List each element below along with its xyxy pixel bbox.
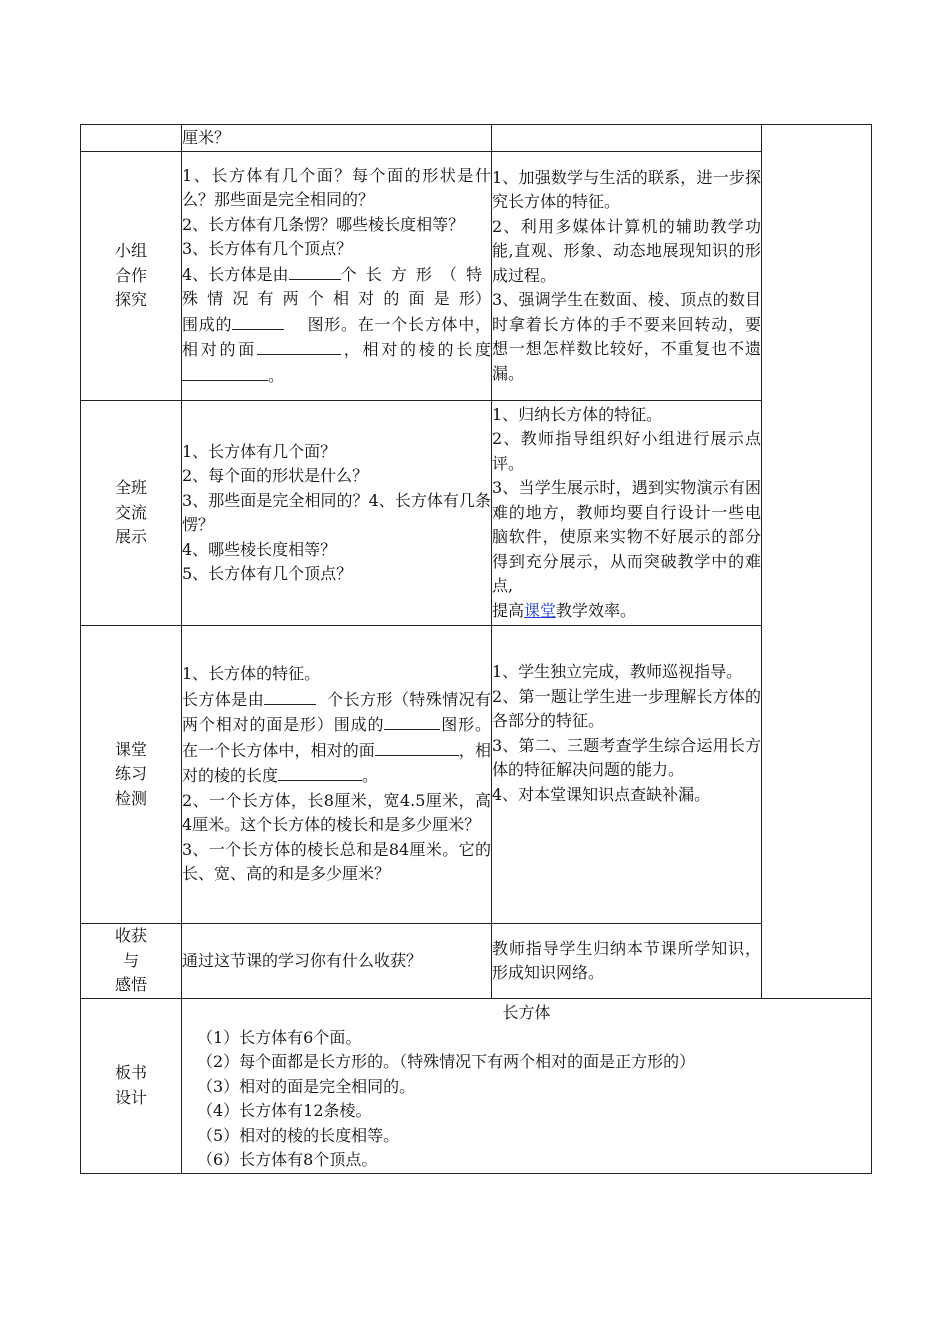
activity-practice: 1、长方体的特征。 长方体是由 个长方形（特殊情况有两个相对的面是形）围成的 图形。在一个长方体中，相对的面 ，相对的棱的长度 。 2、一个长方体，长8厘米，宽4.5厘米，高4厘米。这个长方体的棱长和是多少厘米？ 3、一个长方体的棱长总和是84厘米。它的长、宽、高的和是多少厘米？ [182, 626, 492, 924]
board-line: （6）长方体有8个顶点。 [197, 1150, 378, 1169]
stage-label-board: 板书 设计 [81, 999, 182, 1174]
fill-blank [289, 262, 341, 280]
intent-group-explore: 1、加强数学与生活的联系，进一步探究长方体的特征。 2、利用多媒体计算机的辅助教学功能,直观、形象、动态地展现知识的形成过程。 3、强调学生在数面、棱、顶点的数目时拿着长方体的手不要来回转动，要想一想怎样数比较好，不重复也不遗漏。 [492, 152, 762, 401]
board-design-content [182, 999, 872, 1174]
question-2: 2、长方体有几条愣？哪些棱长度相等？ [182, 214, 465, 234]
lesson-plan-table [80, 124, 872, 1174]
practice-fill-in: 长方体是由 个长方形（特殊情况有两个相对的面是形）围成的 图形。在一个长方体中，相对的面 ，相对的棱的长度 。 [182, 687, 491, 789]
board-line: （5）相对的棱的长度相等。 [197, 1125, 400, 1145]
question-1: 1、长方体有几个面？每个面的形状是什么？那些面是完全相同的？ [182, 165, 491, 210]
classroom-link[interactable]: 课堂 [524, 600, 557, 620]
board-line: （3）相对的面是完全相同的。 [197, 1076, 416, 1096]
stage-label-class-share: 全班 交流 展示 [81, 401, 182, 626]
board-line: （4）长方体有12条棱。 [197, 1101, 372, 1120]
fill-blank [278, 763, 362, 781]
practice-question-2: 2、一个长方体，长8厘米，宽4.5厘米，高4厘米。这个长方体的棱长和是多少厘米？ [182, 790, 491, 835]
fill-blank [375, 738, 459, 756]
fill-blank [264, 687, 316, 705]
activity-cell: 厘米？ [182, 125, 492, 152]
board-line: （1）长方体有6个面。 [197, 1027, 362, 1047]
fill-blank [182, 363, 268, 381]
fill-blank [232, 312, 284, 330]
board-line: （2）每个面都是长方形的。（特殊情况下有两个相对的面是正方形的） [197, 1052, 696, 1071]
stage-label-practice: 课堂 练习 检测 [81, 626, 182, 924]
table-row-board-design [81, 999, 872, 1174]
intent-class-share: 1、归纳长方体的特征。 2、教师指导组织好小组进行展示点评。 3、当学生展示时，遇到实物演示有困难的地方，教师均要自行设计一些电脑软件，使原来实物不好展示的部分得到充分展示，从而突破教学中的难点, 提高课堂教学效率。 [492, 401, 762, 626]
practice-question-3: 3、一个长方体的棱长总和是84厘米。它的长、宽、高的和是多少厘米？ [182, 839, 491, 884]
stage-label-group-explore: 小组 合作 探究 [81, 152, 182, 401]
board-title: 长方体 [502, 1003, 551, 1022]
intent-harvest: 教师指导学生归纳本节课所学知识，形成知识网络。 [492, 924, 762, 999]
fill-blank [257, 337, 341, 355]
fill-blank [384, 712, 440, 730]
activity-harvest: 通过这节课的学习你有什么收获？ [182, 924, 492, 999]
table-row-class-share [81, 401, 872, 626]
intent-cell-empty [492, 125, 762, 152]
table-row-practice [81, 626, 872, 924]
stage-label-harvest: 收获 与 感悟 [81, 924, 182, 999]
activity-class-share: 1、长方体有几个面？ 2、每个面的形状是什么？ 3、那些面是完全相同的？4、长方体有几条愣？ 4、哪些棱长度相等？ 5、长方体有几个顶点？ [182, 401, 492, 626]
table-row-group-explore [81, 152, 872, 401]
intent-practice: 1、学生独立完成，教师巡视指导。 2、第一题让学生进一步理解长方体的各部分的特征。 3、第二、三题考查学生综合运用长方体的特征解决问题的能力。 4、对本堂课知识点查缺补漏。 [492, 626, 762, 924]
question-4: 4、长方体是由 个长方形（特殊情况有两个相对的面是形）围成的 图形。在一个长方体中，相对的面 ，相对的棱的长度。 [182, 262, 491, 389]
notes-column [762, 125, 872, 999]
table-row-continuation [81, 125, 872, 152]
question-3: 3、长方体有几个顶点？ [182, 239, 353, 259]
table-row-harvest [81, 924, 872, 999]
stage-cell-empty [81, 125, 182, 152]
activity-group-explore [182, 152, 492, 401]
